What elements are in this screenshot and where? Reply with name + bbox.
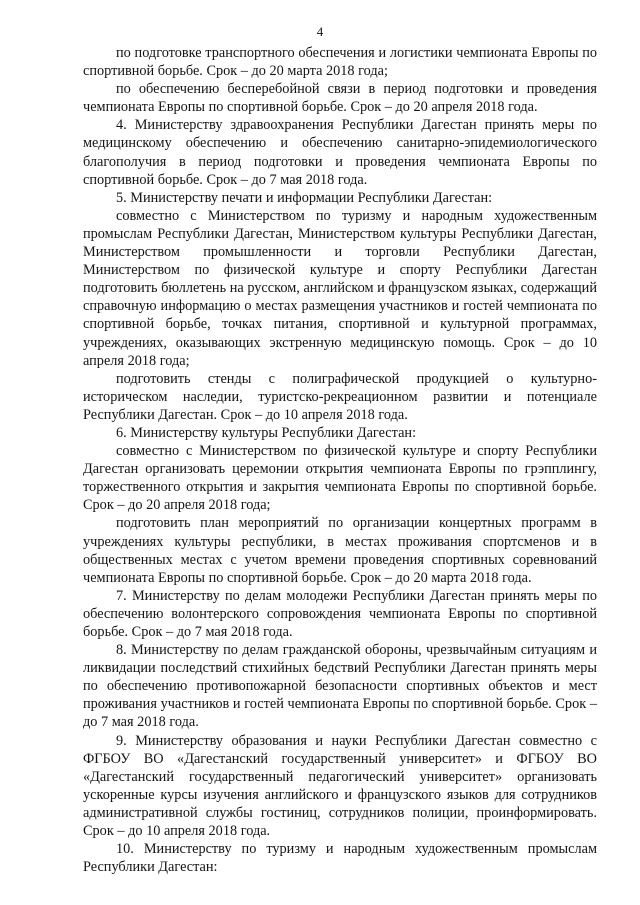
paragraph: 5. Министерству печати и информации Республики Дагестан: [116,189,493,206]
document-body [83,44,597,876]
paragraph: 6. Министерству культуры Республики Дагестан: [116,424,417,441]
page-number: 4 [316,24,324,39]
paragraph: по подготовке транспортного обеспечения и логистики чемпионата Европы по спортивной борьбе. Срок – до 20 марта 2018 года; [83,45,597,80]
paragraph: 7. Министерству по делам молодежи Республики Дагестан принять меры по обеспечению волонтерского сопровождения чемпионата Европы по спортивной борьбе. Срок – до 7 мая 2018 года. [83,587,597,640]
paragraph: подготовить стенды с полиграфической продукцией о культурно-историческом наследии, туристско-рекреационном развитии и потенциале Республики Дагестан. Срок – до 10 апреля 2018 года. [83,370,597,423]
paragraph: подготовить план мероприятий по организации концертных программ в учреждениях культуры республики, в местах проживания спортсменов и в общественных местах с учетом времени проведения спортивных соревнований чемпионата Европы по спортивной борьбе. Срок – до 20 марта 2018 года. [83,515,597,586]
paragraph: совместно с Министерством по туризму и народным художественным промыслам Республики Дагестан, Министерством культуры Республики Дагестан, Министерством промышленности и торговли Республики Дагестан, Министерством по физической культуре и спорту Республики Дагестан подготовить бюллетень на русском, английском и французском языках, содержащий справочную информацию о местах размещения участников и гостей чемпионата по спортивной борьбе, точках питания, спортивной и культурной программах, учреждениях, оказывающих экстренную медицинскую помощь. Срок – до 10 апреля 2018 года; [83,207,597,369]
paragraph: 4. Министерству здравоохранения Республики Дагестан принять меры по медицинскому обеспечению и обеспечению санитарно-эпидемиологического благополучия в период подготовки и проведения чемпионата Европы по спортивной борьбе. Срок – до 7 мая 2018 года. [83,117,597,188]
paragraph: совместно с Министерством по физической культуре и спорту Республики Дагестан организовать церемонии открытия чемпионата Европы по грэпплингу, торжественного открытия и закрытия чемпионата Европы по спортивной борьбе. Срок – до 20 апреля 2018 года; [83,443,597,514]
paragraph: 9. Министерству образования и науки Республики Дагестан совместно с ФГБОУ ВО «Дагестанский государственный университет» и ФГБОУ ВО «Дагестанский государственный педагогический университет» организовать ускоренные курсы изучения английского и французского языков для сотрудников административной службы гостиниц, сотрудников полиции, проинформировать. Срок – до 10 апреля 2018 года. [83,732,597,840]
paragraph: 10. Министерству по туризму и народным художественным промыслам Республики Дагестан: [83,841,597,876]
paragraph: по обеспечению бесперебойной связи в период подготовки и проведения чемпионата Европы по спортивной борьбе. Срок – до 20 апреля 2018 года. [83,81,597,116]
paragraph: 8. Министерству по делам гражданской обороны, чрезвычайным ситуациям и ликвидации последствий стихийных бедствий Республики Дагестан принять меры по обеспечению противопожарной безопасности спортивных объектов и мест проживания участников и гостей чемпионата Европы по спортивной борьбе. Срок – до 7 мая 2018 года. [83,642,597,731]
